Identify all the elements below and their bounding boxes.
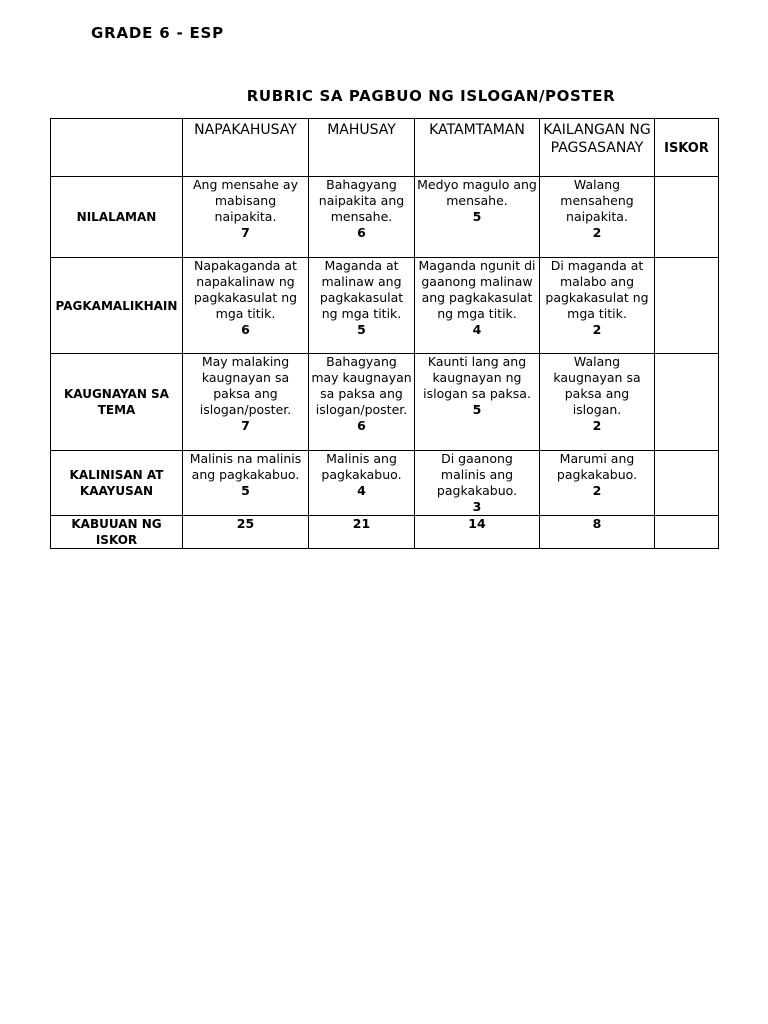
criteria-score: 6	[241, 322, 250, 337]
criteria-score: 2	[592, 225, 602, 240]
criteria-text: Malinis na malinis ang pagkakabuo.	[189, 451, 302, 482]
criteria-cell	[415, 354, 540, 451]
row-label: KALINISAN AT KAAYUSAN	[51, 451, 183, 516]
criteria-text: Napakaganda at napakalinaw ng pagkakasulat ng mga titik.	[193, 258, 298, 321]
criteria-text: May malaking kaugnayan sa paksa ang islogan/poster.	[199, 354, 292, 417]
total-label: KABUUAN NG ISKOR	[51, 516, 183, 549]
criteria-text: Maganda ngunit di gaanong malinaw ang pagkakasulat ng mga titik.	[418, 258, 536, 321]
row-label: KAUGNAYAN SA TEMA	[51, 354, 183, 451]
row-label: PAGKAMALIKHAIN	[51, 258, 183, 354]
table-row	[51, 354, 719, 451]
criteria-cell	[183, 354, 309, 451]
criteria-score: 6	[357, 418, 366, 433]
criteria-score: 5	[472, 209, 482, 224]
criteria-score: 2	[592, 483, 602, 498]
criteria-cell	[540, 451, 655, 516]
criteria-score: 2	[592, 322, 602, 337]
criteria-score: 7	[241, 225, 250, 240]
criteria-text: Maganda at malinaw ang pagkakasulat ng mga titik.	[319, 258, 404, 321]
criteria-score: 7	[241, 418, 250, 433]
table-row	[51, 177, 719, 258]
criteria-cell	[183, 177, 309, 258]
iskor-cell[interactable]	[655, 258, 719, 354]
criteria-score: 5	[357, 322, 366, 337]
total-score: 25	[183, 516, 309, 549]
total-row	[51, 516, 719, 549]
criteria-cell	[309, 451, 415, 516]
total-score: 14	[415, 516, 540, 549]
criteria-cell	[415, 451, 540, 516]
criteria-cell	[415, 177, 540, 258]
criteria-cell	[309, 177, 415, 258]
criteria-text: Malinis ang pagkakabuo.	[321, 451, 402, 482]
rubric-table	[50, 118, 719, 549]
column-header: MAHUSAY	[309, 119, 415, 177]
criteria-score: 2	[592, 418, 602, 433]
column-header: ISKOR	[655, 119, 719, 177]
grade-heading: GRADE 6 - ESP	[91, 24, 224, 42]
criteria-text: Ang mensahe ay mabisang naipakita.	[193, 177, 298, 224]
corner-cell	[51, 119, 183, 177]
page-title: RUBRIC SA PAGBUO NG ISLOGAN/POSTER	[246, 87, 616, 105]
table-row	[51, 451, 719, 516]
iskor-cell[interactable]	[655, 177, 719, 258]
total-score: 8	[540, 516, 655, 549]
criteria-text: Bahagyang may kaugnayan sa paksa ang islogan/poster.	[311, 354, 412, 417]
criteria-cell	[183, 258, 309, 354]
criteria-cell	[309, 258, 415, 354]
iskor-cell[interactable]	[655, 451, 719, 516]
header-row	[51, 119, 719, 177]
criteria-cell	[309, 354, 415, 451]
criteria-text: Walang kaugnayan sa paksa ang islogan.	[553, 354, 641, 417]
column-header: NAPAKAHUSAY	[183, 119, 309, 177]
table-row	[51, 258, 719, 354]
criteria-text: Medyo magulo ang mensahe.	[417, 177, 537, 208]
criteria-cell	[540, 258, 655, 354]
criteria-text: Di gaanong malinis ang pagkakabuo.	[436, 451, 518, 498]
criteria-score: 3	[472, 499, 482, 514]
criteria-cell	[183, 451, 309, 516]
total-score: 21	[309, 516, 415, 549]
criteria-score: 4	[472, 322, 482, 337]
criteria-score: 5	[241, 483, 250, 498]
row-label: NILALAMAN	[51, 177, 183, 258]
criteria-text: Di maganda at malabo ang pagkakasulat ng mga titik.	[545, 258, 649, 321]
criteria-score: 5	[472, 402, 482, 417]
iskor-cell[interactable]	[655, 354, 719, 451]
criteria-cell	[415, 258, 540, 354]
criteria-text: Walang mensaheng naipakita.	[560, 177, 634, 224]
column-header: KATAMTAMAN	[415, 119, 540, 177]
criteria-text: Marumi ang pagkakabuo.	[556, 451, 638, 482]
iskor-cell[interactable]	[655, 516, 719, 549]
criteria-cell	[540, 177, 655, 258]
criteria-text: Kaunti lang ang kaugnayan ng islogan sa paksa.	[423, 354, 531, 401]
criteria-cell	[540, 354, 655, 451]
criteria-score: 6	[357, 225, 366, 240]
column-header: KAILANGAN NG PAGSASANAY	[540, 119, 655, 177]
criteria-text: Bahagyang naipakita ang mensahe.	[318, 177, 405, 224]
criteria-score: 4	[357, 483, 366, 498]
